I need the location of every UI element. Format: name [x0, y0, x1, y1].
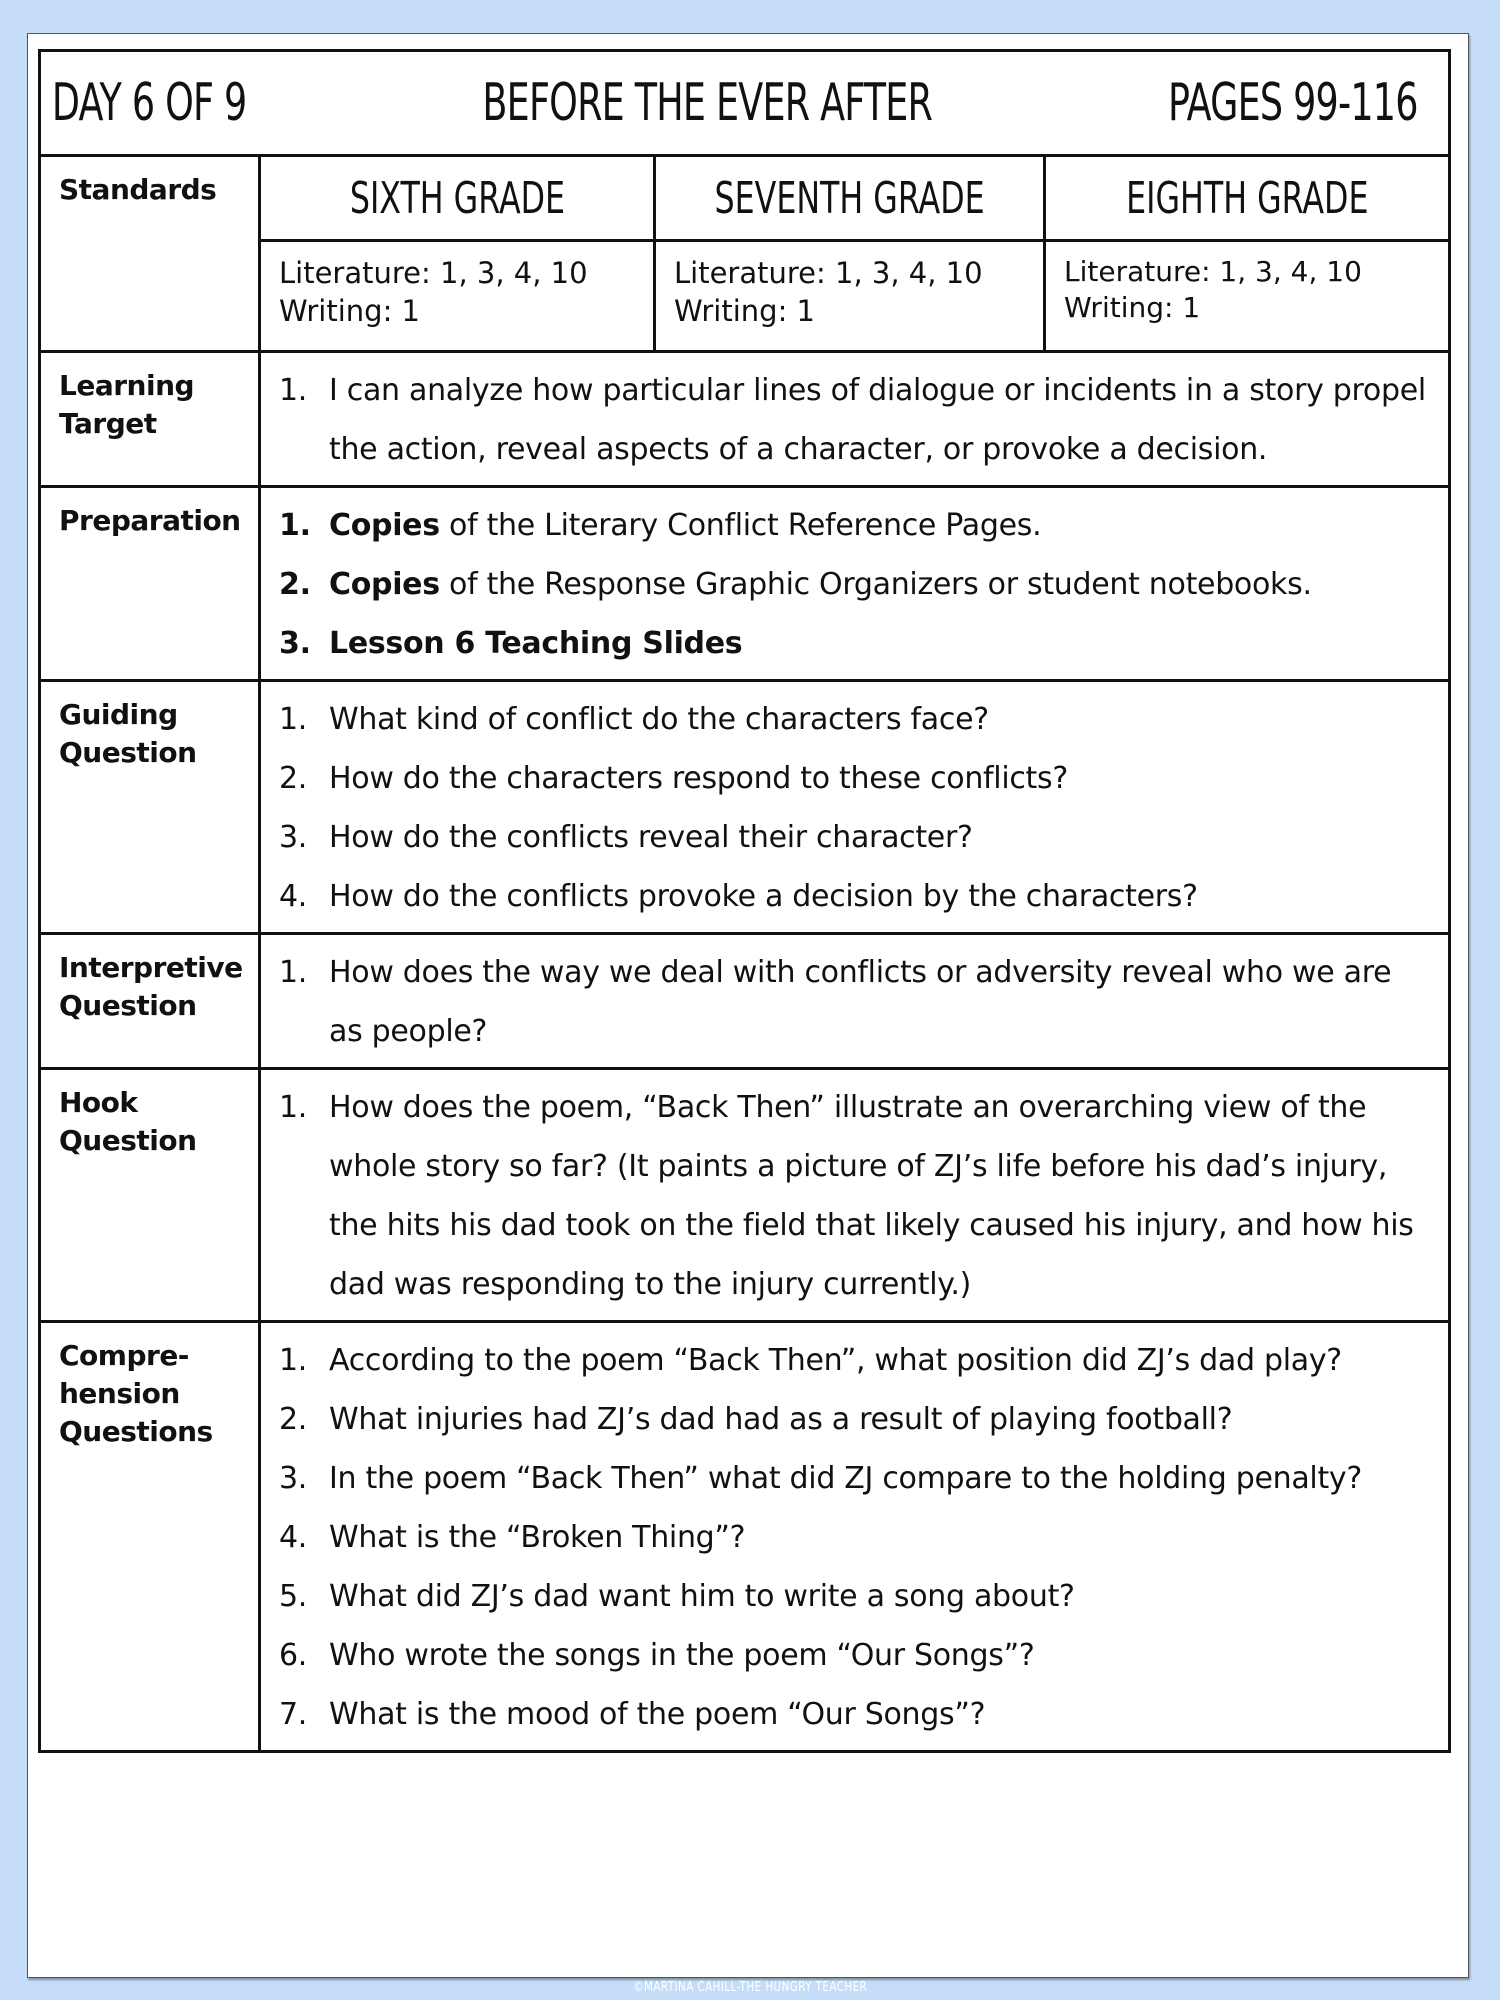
item-number: 3.	[279, 626, 311, 661]
item-text: How do the characters respond to these conflicts?	[329, 761, 1068, 796]
grade-header-seventh	[655, 156, 1045, 241]
item-number: 4.	[279, 1520, 308, 1555]
item-text: I can analyze how particular lines of dialogue or incidents in a story propel the action, reveal aspects of a character, or provoke a decision.	[329, 373, 1426, 467]
item-text: of the Response Graphic Organizers or student notebooks.	[439, 567, 1312, 602]
learning-target-row	[40, 352, 1450, 487]
item-text: What is the “Broken Thing”?	[329, 1520, 746, 1555]
label-line: Preparation	[59, 504, 241, 537]
list-item	[279, 690, 1428, 749]
literature-standards: Literature: 1, 3, 4, 10	[1064, 255, 1362, 288]
label-line: Hook	[59, 1086, 138, 1119]
item-number: 1.	[279, 373, 308, 408]
title-row	[40, 51, 1450, 156]
standards-seventh	[655, 241, 1045, 352]
item-number: 3.	[279, 1461, 308, 1496]
list-item	[279, 614, 1428, 673]
copyright-text: ©MARTINA CAHILL-THE HUNGRY TEACHER	[633, 1980, 867, 1995]
item-number: 1.	[279, 1090, 308, 1125]
list-item	[279, 867, 1428, 926]
standards-label-cell	[40, 156, 260, 352]
label-line: Question	[59, 989, 197, 1022]
list-item	[279, 361, 1428, 479]
preparation-row	[40, 487, 1450, 681]
title-cell	[40, 51, 1450, 156]
grade-name: SEVENTH GRADE	[714, 172, 985, 224]
learning-target-content	[260, 352, 1450, 487]
list-item	[279, 496, 1428, 555]
list-item	[279, 1508, 1428, 1567]
item-number: 2.	[279, 1402, 308, 1437]
item-text: of the Literary Conflict Reference Pages.	[439, 508, 1042, 543]
item-text: What injuries had ZJ’s dad had as a result of playing football?	[329, 1402, 1233, 1437]
interpretive-question-content	[260, 934, 1450, 1069]
label-line: Question	[59, 736, 197, 769]
item-text: What kind of conflict do the characters face?	[329, 702, 989, 737]
list-item	[279, 1331, 1428, 1390]
item-number: 4.	[279, 879, 308, 914]
label-line: Question	[59, 1124, 197, 1157]
book-title: BEFORE THE EVER AFTER	[482, 73, 933, 133]
item-text: How do the conflicts reveal their character?	[329, 820, 973, 855]
list-item	[279, 1685, 1428, 1744]
list-item	[279, 749, 1428, 808]
label-line: Target	[59, 407, 157, 440]
item-bold-text: Lesson 6 Teaching Slides	[329, 626, 743, 661]
item-number: 5.	[279, 1579, 308, 1614]
item-number: 6.	[279, 1638, 308, 1673]
item-text: How do the conflicts provoke a decision by the characters?	[329, 879, 1198, 914]
item-number: 1.	[279, 702, 308, 737]
label-line: hension	[59, 1377, 180, 1410]
preparation-content	[260, 487, 1450, 681]
item-text: What is the mood of the poem “Our Songs”?	[329, 1697, 986, 1732]
item-bold-text: Copies	[329, 508, 440, 543]
page-range: PAGES 99-116	[1168, 73, 1418, 133]
item-number: 2.	[279, 567, 311, 602]
label-line: Guiding	[59, 698, 178, 731]
hook-question-label	[40, 1069, 260, 1322]
item-text: In the poem “Back Then” what did ZJ compare to the holding penalty?	[329, 1461, 1362, 1496]
writing-standards: Writing: 1	[279, 294, 421, 328]
interpretive-question-label	[40, 934, 260, 1069]
comprehension-questions-row	[40, 1322, 1450, 1752]
grade-header-eighth	[1045, 156, 1450, 241]
comprehension-questions-label	[40, 1322, 260, 1752]
list-item	[279, 1078, 1428, 1314]
item-number: 1.	[279, 1343, 308, 1378]
item-number: 7.	[279, 1697, 308, 1732]
standards-eighth	[1045, 241, 1450, 352]
item-text: How does the way we deal with conflicts or adversity reveal who we are as people?	[329, 955, 1392, 1049]
lesson-plan-page	[27, 33, 1469, 1978]
guiding-question-content	[260, 681, 1450, 934]
list-item	[279, 1626, 1428, 1685]
day-indicator: DAY 6 OF 9	[51, 73, 247, 133]
preparation-label	[40, 487, 260, 681]
label-line: Questions	[59, 1415, 213, 1448]
writing-standards: Writing: 1	[674, 294, 816, 328]
writing-standards: Writing: 1	[1064, 291, 1201, 324]
hook-question-row	[40, 1069, 1450, 1322]
section-label: Standards	[59, 173, 217, 206]
lesson-plan-table	[38, 49, 1451, 1753]
item-number: 3.	[279, 820, 308, 855]
standards-header-row	[40, 156, 1450, 241]
grade-name: SIXTH GRADE	[349, 172, 565, 224]
item-number: 2.	[279, 761, 308, 796]
list-item	[279, 943, 1428, 1061]
item-text: How does the poem, “Back Then” illustrate an overarching view of the whole story so far? (It paints a picture of ZJ’s life before his dad’s injury, the hits his dad took on the field that likely caused his injury, and how his dad was responding to the injury currently.)	[329, 1090, 1414, 1302]
hook-question-content	[260, 1069, 1450, 1322]
list-item	[279, 555, 1428, 614]
literature-standards: Literature: 1, 3, 4, 10	[674, 256, 983, 290]
guiding-question-label	[40, 681, 260, 934]
list-item	[279, 1567, 1428, 1626]
guiding-question-row	[40, 681, 1450, 934]
item-bold-text: Copies	[329, 567, 440, 602]
grade-name: EIGHTH GRADE	[1125, 172, 1369, 224]
item-number: 1.	[279, 508, 311, 543]
copyright-footer	[0, 1980, 1500, 1995]
item-text: Who wrote the songs in the poem “Our Songs”?	[329, 1638, 1035, 1673]
grade-header-sixth	[260, 156, 655, 241]
standards-sixth	[260, 241, 655, 352]
literature-standards: Literature: 1, 3, 4, 10	[279, 256, 588, 290]
item-text: What did ZJ’s dad want him to write a song about?	[329, 1579, 1075, 1614]
list-item	[279, 1449, 1428, 1508]
list-item	[279, 1390, 1428, 1449]
list-item	[279, 808, 1428, 867]
item-text: According to the poem “Back Then”, what position did ZJ’s dad play?	[329, 1343, 1342, 1378]
item-number: 1.	[279, 955, 308, 990]
learning-target-label	[40, 352, 260, 487]
label-line: Interpretive	[59, 951, 243, 984]
interpretive-question-row	[40, 934, 1450, 1069]
label-line: Learning	[59, 369, 195, 402]
comprehension-questions-content	[260, 1322, 1450, 1752]
label-line: Compre-	[59, 1339, 189, 1372]
